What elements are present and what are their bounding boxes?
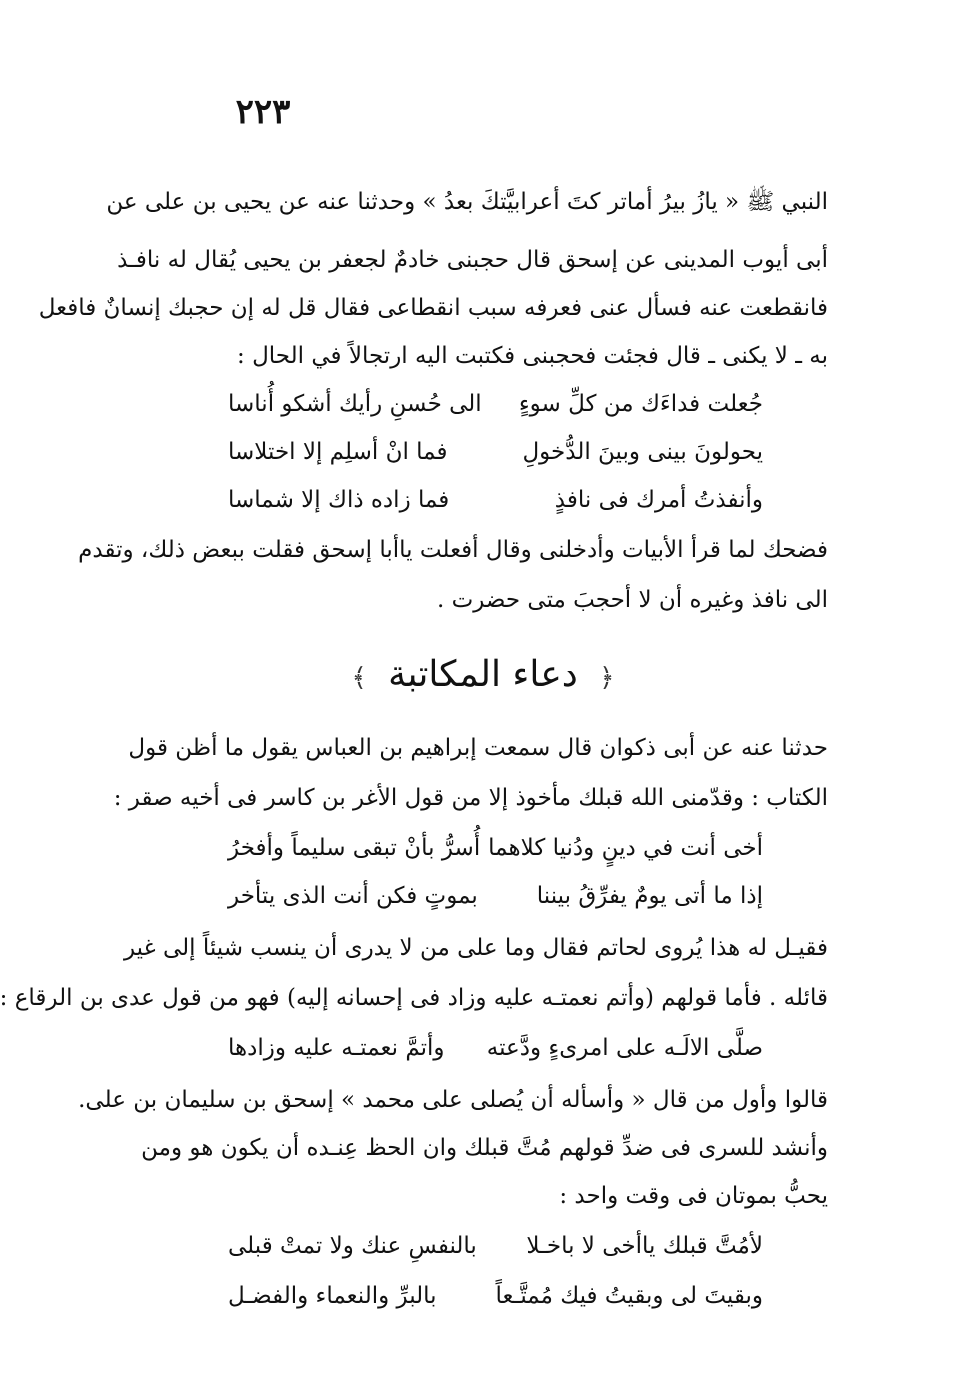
verse-first-hemistich: لأمُتَّ قبلك ياأخى لا باخـلا — [526, 1233, 763, 1259]
text-line: قالوا وأول من قال « وأسأله أن يُصلى على محمد » إسحق بن سليمان بن على. — [78, 1087, 828, 1113]
verse-second-hemistich: فما زاده ذاك إلا شماسا — [228, 487, 450, 513]
section-heading — [13, 650, 953, 704]
text-line: وأنشد للسرى فى ضدِّ قولهم مُتَّ قبلك وان الحظ عِنـده أن يكون هو ومن — [141, 1135, 828, 1161]
verse-line — [228, 1226, 763, 1270]
verse-line — [228, 432, 763, 476]
section-title: دعاء المكاتبة — [388, 654, 578, 695]
text-line: قائله . فأما قولهم (وأتم نعمتـه عليه وزاد فى إحسانه إليه) فهو من قول عدى بن الرقاع : — [0, 985, 828, 1011]
text-line: الى نافذ وغيره أن لا أحجبَ متى حضرت . — [436, 587, 828, 613]
verse-first-hemistich: أخى أنت في دينٍ ودُنيا كلاهما — [488, 835, 763, 861]
ornament-bracket-icon: ﴾ — [351, 663, 367, 693]
verse-second-hemistich: بموتٍ فكن أنت الذى يتأخر — [228, 883, 478, 909]
page-number: ٢٢٣ — [235, 92, 291, 132]
text-line: يحبُّ بموتان فى وقت واحد : — [559, 1183, 828, 1209]
verse-second-hemistich: وأتمَّ نعمتـه عليه وزادها — [228, 1035, 445, 1061]
verse-line — [228, 1028, 763, 1072]
verse-first-hemistich: وبقيتَ لى وبقيتُ فيك مُمتَّـعاً — [495, 1283, 763, 1309]
verse-line — [228, 480, 763, 524]
verse-second-hemistich: أُسرُّ بأنْ تبقى سليماً وأفخرُ — [228, 835, 481, 861]
verse-second-hemistich: الى حُسنِ رأيك أشكو أُناسا — [228, 391, 482, 417]
verse-first-hemistich: وأنفذتُ أمرك فى نافذٍ — [554, 487, 763, 513]
text-line: النبي ﷺ « يازُ بيرُ أماتر كتَ أعرابيَّتكَ بعدُ » وحدثنا عنه عن يحيى بن على عن — [106, 189, 828, 215]
verse-line — [228, 828, 763, 872]
verse-first-hemistich: صلَّى الالَـه على امرىءٍ ودَّعته — [486, 1035, 763, 1061]
verse-first-hemistich: جُعلت فداءَك من كلِّ سوءٍ — [518, 391, 763, 417]
verse-second-hemistich: فما انْ أسلِم إلا اختلاسا — [228, 439, 448, 465]
verse-first-hemistich: يحولونَ بينى وبينَ الدُّخولِ — [522, 439, 763, 465]
text-line: فانقطعت عنه فسأل عنى فعرفه سبب انقطاعى فقال قل له إن حجبك إنسانٌ فافعل — [38, 295, 828, 321]
text-line: به ـ لا يكنى ـ قال فجئت فحجبنى فكتبت اليه ارتجالاً في الحال : — [237, 343, 828, 369]
text-line: الكتاب : وقدّمنى الله قبلك مأخوذ إلا من قول الأغر بن كاسر فى أخيه صقر : — [113, 785, 828, 811]
verse-line — [228, 384, 763, 428]
verse-second-hemistich: بالبرِّ والنعماء والفضـل — [228, 1283, 437, 1309]
ornament-bracket-icon: ﴿ — [599, 663, 615, 693]
verse-line — [228, 1276, 763, 1320]
text-line: حدثنا عنه عن أبى ذكوان قال سمعت إبراهيم بن العباس يقول ما أظن قول — [128, 735, 828, 761]
text-line: أبى أيوب المدينى عن إسحق قال حجبنى خادمٌ لجعفر بن يحيى يُقال له نافـذ — [117, 247, 828, 273]
text-line: فضحك لما قرأ الأبيات وأدخلنى وقال أفعلت ياأبا إسحق فقلت ببعض ذلك، وتقدم — [78, 537, 828, 563]
text-line: فقيـل له هذا يُروى لحاتم فقال وما على من لا يدرى أن ينسب شيئاً إلى غير — [123, 935, 828, 961]
verse-first-hemistich: إذا ما أتى يومٌ يفرِّقُ بيننا — [536, 883, 763, 909]
verse-second-hemistich: بالنفسِ عنك ولا تمتْ قبلى — [228, 1233, 477, 1259]
verse-line — [228, 876, 763, 920]
